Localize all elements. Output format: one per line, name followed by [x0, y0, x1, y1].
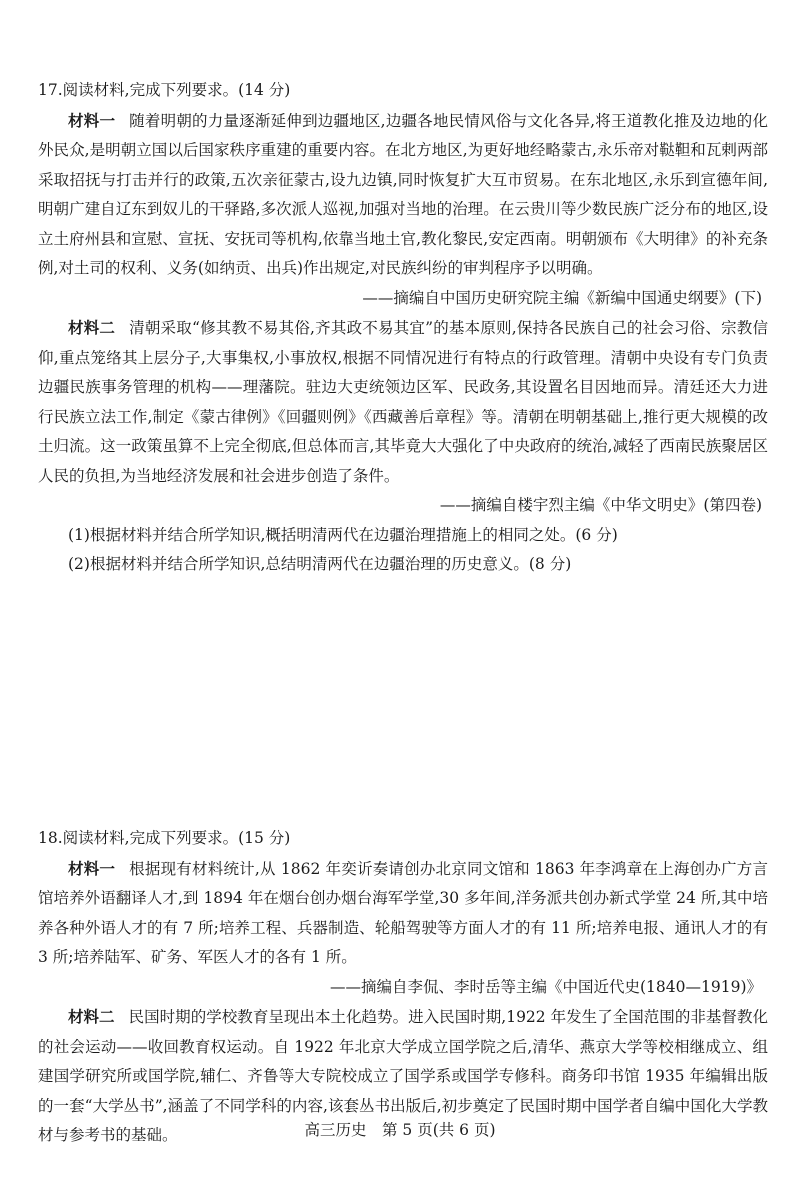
question-18-title: 18.阅读材料,完成下列要求。(15 分) [38, 829, 291, 847]
q17-material-1-label: 材料一 [68, 110, 116, 130]
q17-material-1-text: 随着明朝的力量逐渐延伸到边疆地区,边疆各地民情风俗与文化各异,将王道教化推及边地的化外民众,是明朝立国以后国家秩序重建的重要内容。在北方地区,为更好地经略蒙古,永乐帝对鞑靼和瓦剌两部采取招抚与打击并行的政策,五次亲征蒙古,设九边镇,同时恢复扩大互市贸易。在东北地区,永乐到宣德年间,明朝广建自辽东到奴儿的干驿路,多次派人巡视,加强对当地的治理。在云贵川等少数民族广泛分布的地区,设立土府州县和宣慰、宣抚、安抚司等机构,依靠当地土官,教化黎民,安定西南。明朝颁布《大明律》的补充条例,对土司的权利、义务(如纳贡、出兵)作出规定,对民族纠纷的审判程序予以明确。 [38, 111, 768, 277]
q18-material-1 [38, 854, 768, 973]
question-17 [38, 76, 768, 580]
q17-material-2-source: ——摘编自楼宇烈主编《中华文明史》(第四卷) [439, 496, 762, 514]
q17-material-1-source: ——摘编自中国历史研究院主编《新编中国通史纲要》(下) [362, 288, 762, 307]
q17-material-2-label: 材料二 [68, 318, 116, 337]
q17-material-1 [38, 106, 768, 284]
q17-material-2 [38, 313, 768, 491]
q17-material-2-text: 清朝采取“修其教不易其俗,齐其政不易其宜”的基本原则,保持各民族自己的社会习俗、宗教信仰,重点笼络其上层分子,大事集权,小事放权,根据不同情况进行有特点的行政管理。清朝中央设有专门负责边疆民族事务管理的机构——理藩院。驻边大吏统领边区军、民政务,其设置名目因地而异。清廷还大力进行民族立法工作,制定《蒙古律例》《回疆则例》《西藏善后章程》等。清朝在明朝基础上,推行更大规模的改土归流。这一政策虽算不上完全彻底,但总体而言,其毕竟大大强化了中央政府的统治,减轻了西南民族聚居区人民的负担,为当地经济发展和社会进步创造了条件。 [38, 319, 768, 485]
question-17-title: 17.阅读材料,完成下列要求。(14 分) [38, 81, 291, 99]
q18-material-1-source: ——摘编自李侃、李时岳等主编《中国近代史(1840—1919)》 [330, 977, 762, 996]
q18-material-1-text: 根据现有材料统计,从 1862 年奕䜣奏请创办北京同文馆和 1863 年李鸿章在上海创办广方言馆培养外语翻译人才,到 1894 年在烟台创办烟台海军学堂,30 多年间,洋务派共创办新式学堂 24 所,其中培养各种外语人才的有 7 所;培养工程、兵器制造、轮船驾驶等方面人才的有 11 所;培养电报、通讯人才的有 3 所;培养陆军、矿务、军医人才的各有 1 所。 [38, 859, 768, 966]
q18-material-2-text: 民国时期的学校教育呈现出本土化趋势。进入民国时期,1922 年发生了全国范围的非基督教化的社会运动——收回教育权运动。自 1922 年北京大学成立国学院之后,清华、燕京大学等校相继成立、组建国学研究所或国学院,辅仁、齐鲁等大专院校成立了国学系或国学专修科。商务印书馆 1935 年编辑出版的一套“大学丛书”,涵盖了不同学科的内容,该套丛书出版后,初步奠定了民国时期中国学者自编中国化大学教材与参考书的基础。 [38, 1008, 768, 1144]
q17-requirement-1: (1)根据材料并结合所学知识,概括明清两代在边疆治理措施上的相同之处。(6 分) [68, 525, 618, 544]
q18-material-1-label: 材料一 [68, 858, 116, 878]
page-footer: 高三历史 第 5 页(共 6 页) [304, 1121, 496, 1139]
q18-material-2-label: 材料二 [68, 1007, 115, 1026]
question-18 [38, 824, 768, 1151]
q17-requirement-2: (2)根据材料并结合所学知识,总结明清两代在边疆治理的历史意义。(8 分) [68, 555, 572, 573]
